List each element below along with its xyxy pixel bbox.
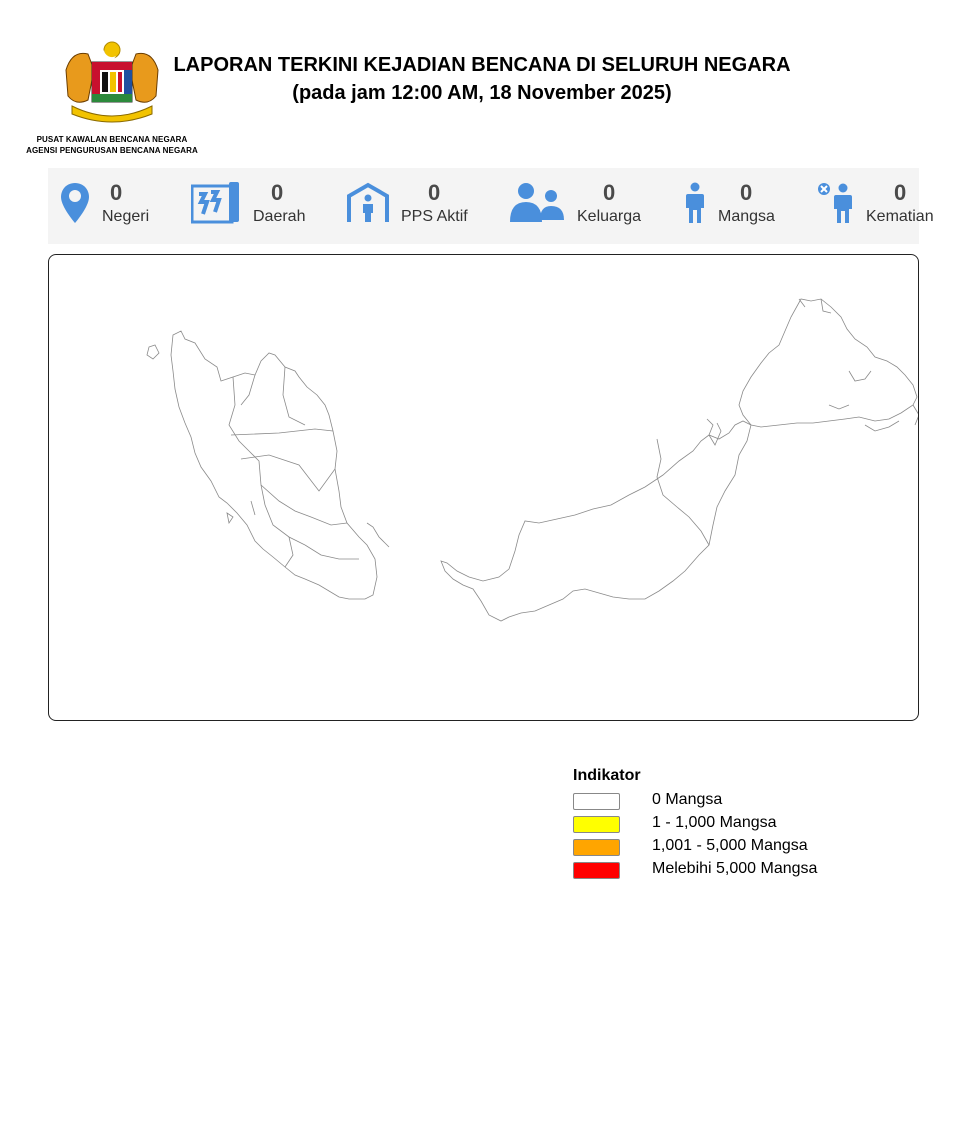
report-timestamp: (pada jam 12:00 AM, 18 November 2025) <box>292 82 672 104</box>
stat-daerah-value: 0 <box>271 180 284 205</box>
legend-label-1: 1 - 1,000 Mangsa <box>652 814 777 831</box>
legend-swatch-3 <box>573 862 620 879</box>
malaysia-map[interactable] <box>48 254 919 721</box>
district-map-icon <box>191 182 241 229</box>
shelter-icon <box>346 182 390 229</box>
stat-negeri-label: Negeri <box>102 208 150 225</box>
legend-item <box>573 791 873 814</box>
map-legend <box>573 767 873 883</box>
stat-keluarga-value: 0 <box>603 180 616 205</box>
family-icon <box>510 182 566 229</box>
page-title: LAPORAN TERKINI KEJADIAN BENCANA DI SELURUH NEGARA <box>173 54 791 76</box>
stat-kematian-label: Kematian <box>866 208 934 225</box>
coat-of-arms-logo <box>58 40 166 126</box>
legend-item <box>573 837 873 860</box>
sabah-region <box>739 299 917 427</box>
legend-title: Indikator <box>573 767 641 784</box>
legend-item <box>573 860 873 883</box>
stat-mangsa-value: 0 <box>740 180 753 205</box>
stat-daerah-label: Daerah <box>253 208 306 225</box>
legend-label-2: 1,001 - 5,000 Mangsa <box>652 837 808 854</box>
stat-negeri-value: 0 <box>110 180 123 205</box>
stat-keluarga-label: Keluarga <box>577 208 642 225</box>
org-name-line-2: AGENSI PENGURUSAN BENCANA NEGARA <box>26 146 198 155</box>
map-pin-icon <box>60 182 90 229</box>
legend-swatch-0 <box>573 793 620 810</box>
legend-label-0: 0 Mangsa <box>652 791 723 808</box>
sarawak-region <box>441 421 751 621</box>
death-icon <box>817 180 855 229</box>
legend-item <box>573 814 873 837</box>
legend-swatch-1 <box>573 816 620 833</box>
summary-stats-bar <box>48 168 934 244</box>
person-icon <box>684 182 706 229</box>
legend-label-3: Melebihi 5,000 Mangsa <box>652 860 818 877</box>
stat-kematian-value: 0 <box>894 180 907 205</box>
legend-swatch-2 <box>573 839 620 856</box>
stat-pps-value: 0 <box>428 180 441 205</box>
stat-mangsa-label: Mangsa <box>718 208 775 225</box>
org-name-line-1: PUSAT KAWALAN BENCANA NEGARA <box>36 135 188 144</box>
stat-pps-label: PPS Aktif <box>401 208 468 225</box>
